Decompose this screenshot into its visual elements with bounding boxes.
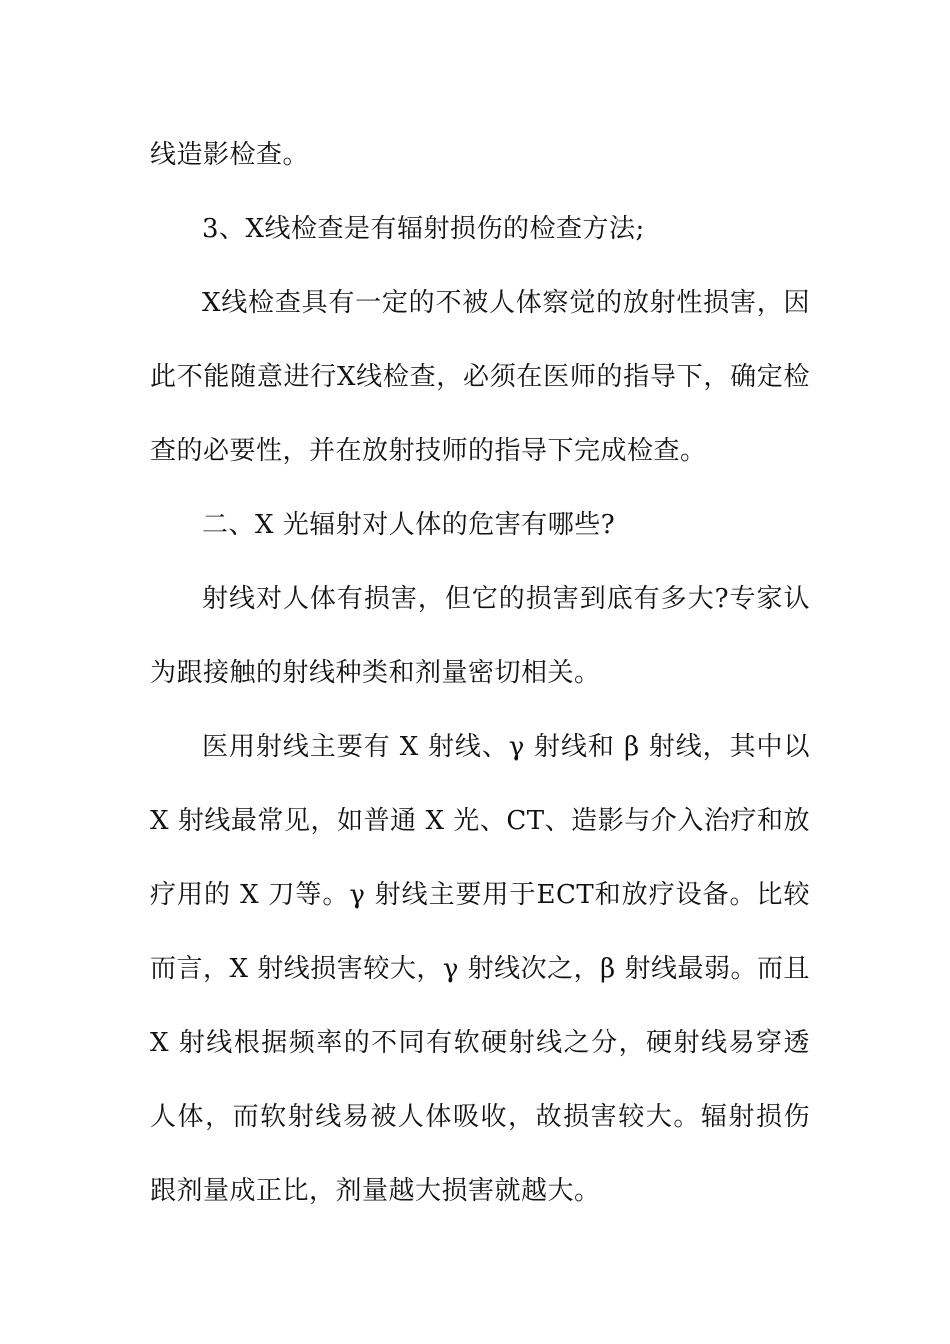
paragraph-heading-3: 3、X线检查是有辐射损伤的检查方法;: [202, 214, 645, 244]
document-body: [150, 118, 810, 1228]
paragraph-radiation-warning: X线检查具有一定的不被人体察觉的放射性损害，因此不能随意进行X线检查，必须在医师的指导下，确定检查的必要性，并在放射技师的指导下完成检查。: [150, 288, 810, 466]
paragraph-medical-rays: 医用射线主要有 X 射线、γ 射线和 β 射线，其中以 X 射线最常见，如普通 X 光、CT、造影与介入治疗和放疗用的 X 刀等。γ 射线主要用于ECT和放疗设备。比较而言，X 射线损害较大，γ 射线次之，β 射线最弱。而且 X 射线根据频率的不同有软硬射线之分，硬射线易穿透人体，而软射线易被人体吸收，故损害较大。辐射损伤跟剂量成正比，剂量越大损害就越大。: [150, 732, 810, 1206]
section-heading-2: 二、X 光辐射对人体的危害有哪些?: [202, 510, 616, 540]
paragraph-radiation-damage: 射线对人体有损害，但它的损害到底有多大?专家认为跟接触的射线种类和剂量密切相关。: [150, 584, 810, 688]
paragraph-continuation: 线造影检查。: [150, 140, 310, 170]
